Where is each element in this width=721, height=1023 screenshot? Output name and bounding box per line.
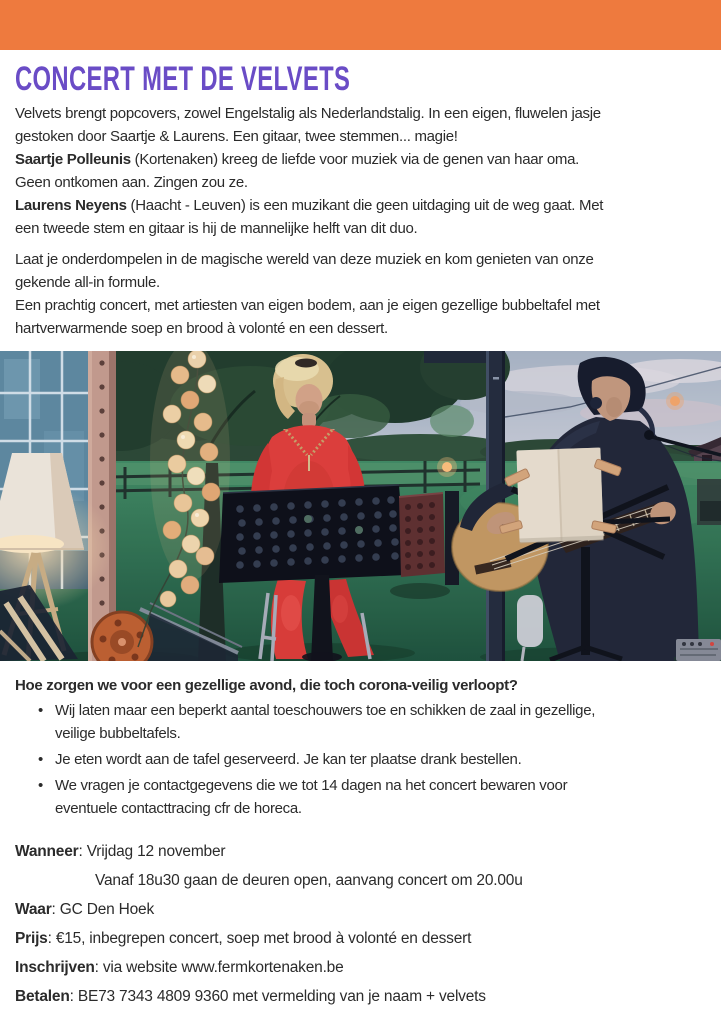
bullet-marker: • [38, 751, 43, 768]
detail-row-betalen: Betalen: BE73 7343 4809 9360 met vermelding van je naam + velvets [15, 988, 486, 1005]
pitch-line: gekende all-in formule. [15, 274, 160, 291]
pitch-line: Laat je onderdompelen in de magische wereld van deze muziek en kom genieten van onze [15, 251, 594, 268]
intro-line: Geen ontkomen aan. Zingen zou ze. [15, 174, 248, 191]
header-bar [0, 0, 721, 50]
intro-line: Velvets brengt popcovers, zowel Engelstalig als Nederlandstalig. In een eigen, fluwelen jasje [15, 105, 601, 122]
event-details [15, 837, 706, 1011]
website-url: via website www.fermkortenaken.be [102, 959, 344, 976]
detail-row-inschrijven: Inschrijven: via website www.fermkortenaken.be [15, 959, 344, 976]
bullet-item [15, 699, 706, 745]
detail-row-wanneer: Wanneer: Vrijdag 12 november [15, 843, 226, 860]
corona-heading: Hoe zorgen we voor een gezellige avond, die toch corona-veilig verloopt? [15, 677, 518, 694]
photo-color-cast [0, 351, 721, 661]
pitch-line: Een prachtig concert, met artiesten van eigen bodem, aan je eigen gezellige bubbeltafel met [15, 297, 600, 314]
bullet-line: veilige bubbeltafels. [55, 725, 181, 742]
bullet-line: We vragen je contactgegevens die we tot 14 dagen na het concert bewaren voor [55, 777, 568, 794]
bullet-line: Je eten wordt aan de tafel geserveerd. Je kan ter plaatse drank bestellen. [55, 751, 522, 768]
detail-row-waar: Waar: GC Den Hoek [15, 901, 155, 918]
bullet-marker: • [38, 702, 43, 719]
intro-line: Saartje Polleunis (Kortenaken) kreeg de liefde voor muziek via de genen van haar oma. [15, 151, 579, 168]
bullet-marker: • [38, 777, 43, 794]
intro-line: Laurens Neyens (Haacht - Leuven) is een muzikant die geen uitdaging uit de weg gaat. Met [15, 197, 604, 214]
bullet-line: Wij laten maar een beperkt aantal toeschouwers toe en schikken de zaal in gezellige, [55, 702, 596, 719]
bullet-item [15, 774, 706, 820]
page-title: CONCERT MET DE VELVETS [15, 60, 351, 98]
intro-line: gestoken door Saartje & Laurens. Een gitaar, twee stemmen... magie! [15, 128, 458, 145]
bullet-item [15, 748, 706, 771]
pitch-line: hartverwarmende soep en brood à volonté en een dessert. [15, 320, 388, 337]
detail-row-prijs: Prijs: €15, inbegrepen concert, soep met brood à volonté en dessert [15, 930, 472, 947]
concert-photo [0, 351, 721, 661]
intro-line: een tweede stem en gitaar is hij de mannelijke helft van dit duo. [15, 220, 418, 237]
detail-row-deuren: Vanaf 18u30 gaan de deuren open, aanvang concert om 20.00u [95, 872, 523, 889]
pitch-paragraph [15, 248, 706, 340]
corona-bullet-list [15, 699, 706, 820]
intro-paragraph [15, 102, 706, 240]
bullet-line: eventuele contacttracing cfr de horeca. [55, 800, 302, 817]
